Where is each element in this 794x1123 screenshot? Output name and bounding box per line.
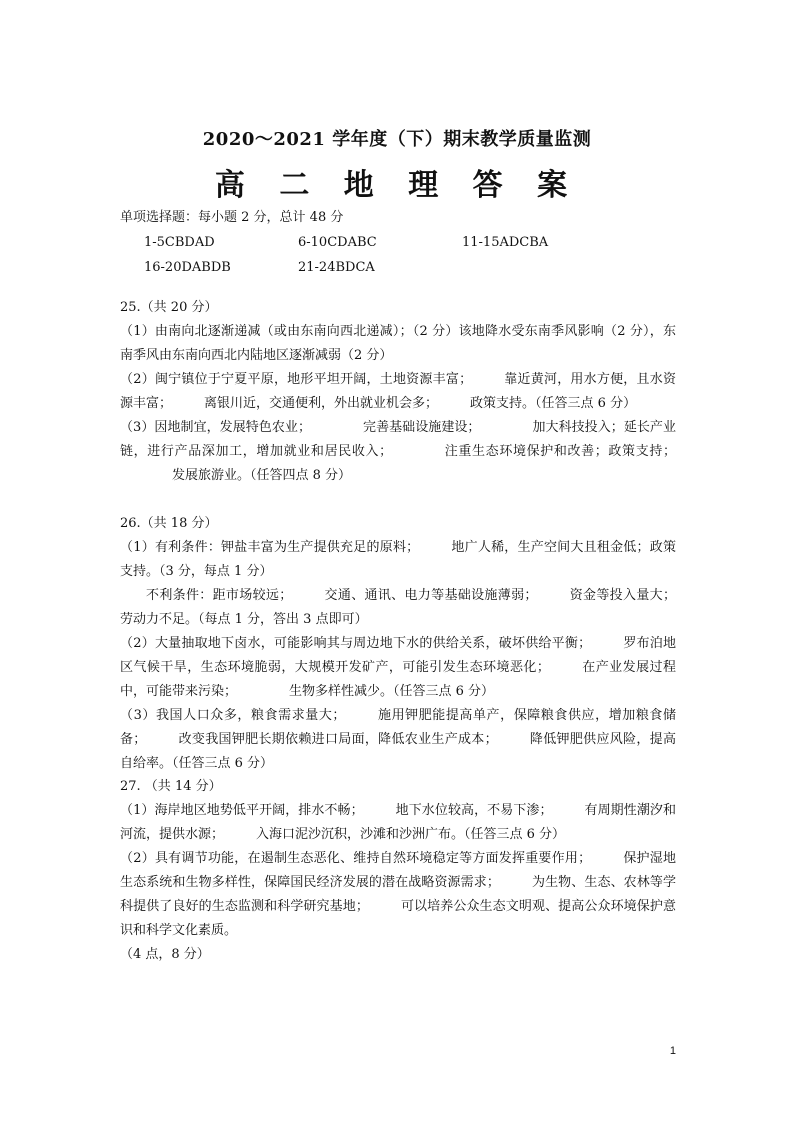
multiple-choice-section: [120, 205, 720, 280]
question-heading: 25.（共 20 分）: [120, 300, 218, 315]
mc-row: [120, 255, 720, 280]
question-heading: 26.（共 18 分）: [120, 516, 218, 531]
answer-paragraph: （1）海岸地区地势低平开阔，排水不畅； 地下水位较高，不易下渗； 有周期性潮汐和河流，提供水源； 入海口泥沙沉积，沙滩和沙洲广布。（任答三点 6 分）: [120, 803, 676, 842]
mc-answer: 21-24BDCA: [298, 260, 375, 275]
answer-paragraph: （2）具有调节功能，在遏制生态恶化、维持自然环境稳定等方面发挥重要作用； 保护湿地生态系统和生物多样性，保障国民经济发展的潜在战略资源需求； 为生物、生态、农林等学科提供了良好的生态监测和科学研究基地； 可以培养公众生态文明观、提高公众环境保护意识和科学文化素质。: [120, 851, 676, 938]
answer-paragraph: （1）有利条件：钾盐丰富为生产提供充足的原料； 地广人稀，生产空间大且租金低；政策支持。（3 分，每点 1 分）: [120, 540, 676, 579]
mc-answer: 16-20DABDB: [144, 260, 231, 275]
mc-answer: 1-5CBDAD: [144, 235, 215, 250]
question-26: [120, 512, 676, 776]
mc-answer: 11-15ADCBA: [462, 235, 549, 250]
answer-paragraph: （3）我国人口众多，粮食需求量大； 施用钾肥能提高单产，保障粮食供应，增加粮食储备； 改变我国钾肥长期依赖进口局面，降低农业生产成本； 降低钾肥供应风险，提高自给率。（任答三点 6 分）: [120, 708, 676, 771]
question-25: [120, 296, 676, 488]
answer-paragraph: （3）因地制宜，发展特色农业； 完善基础设施建设； 加大科技投入；延长产业链，进行产品深加工，增加就业和居民收入； 注重生态环境保护和改善；政策支持；发展旅游业。（任答四点 8 分）: [120, 420, 676, 483]
mc-answer: 6-10CDABC: [298, 235, 377, 250]
document-title: 2020～2021 学年度（下）期末教学质量监测: [202, 129, 592, 150]
question-27: [120, 775, 676, 967]
answer-paragraph: （2）闽宁镇位于宁夏平原，地形平坦开阔，土地资源丰富； 靠近黄河，用水方便，且水资源丰富； 离银川近，交通便利，外出就业机会多； 政策支持。（任答三点 6 分）: [120, 372, 676, 411]
answer-paragraph: （2）大量抽取地下卤水，可能影响其与周边地下水的供给关系，破坏供给平衡； 罗布泊地区气候干旱，生态环境脆弱，大规模开发矿产，可能引发生态环境恶化； 在产业发展过程中，可能带来污染； 生物多样性减少。（任答三点 6 分）: [120, 636, 676, 699]
answer-paragraph: （1）由南向北逐渐递减（或由东南向西北递减）；（2 分）该地降水受东南季风影响（2 分），东南季风由东南向西北内陆地区逐渐减弱（2 分）: [120, 324, 676, 363]
document-subtitle: 高 二 地 理 答 案: [214, 168, 580, 203]
page-number: 1: [669, 1045, 676, 1057]
answer-paragraph: 不利条件：距市场较远； 交通、通讯、电力等基础设施薄弱； 资金等投入量大；劳动力不足。（每点 1 分，答出 3 点即可）: [120, 588, 676, 627]
mc-row: [120, 230, 720, 255]
mc-intro: 单项选择题：每小题 2 分，总计 48 分: [120, 210, 344, 225]
answer-paragraph: （4 点，8 分）: [120, 947, 210, 962]
question-heading: 27. （共 14 分）: [120, 779, 222, 794]
